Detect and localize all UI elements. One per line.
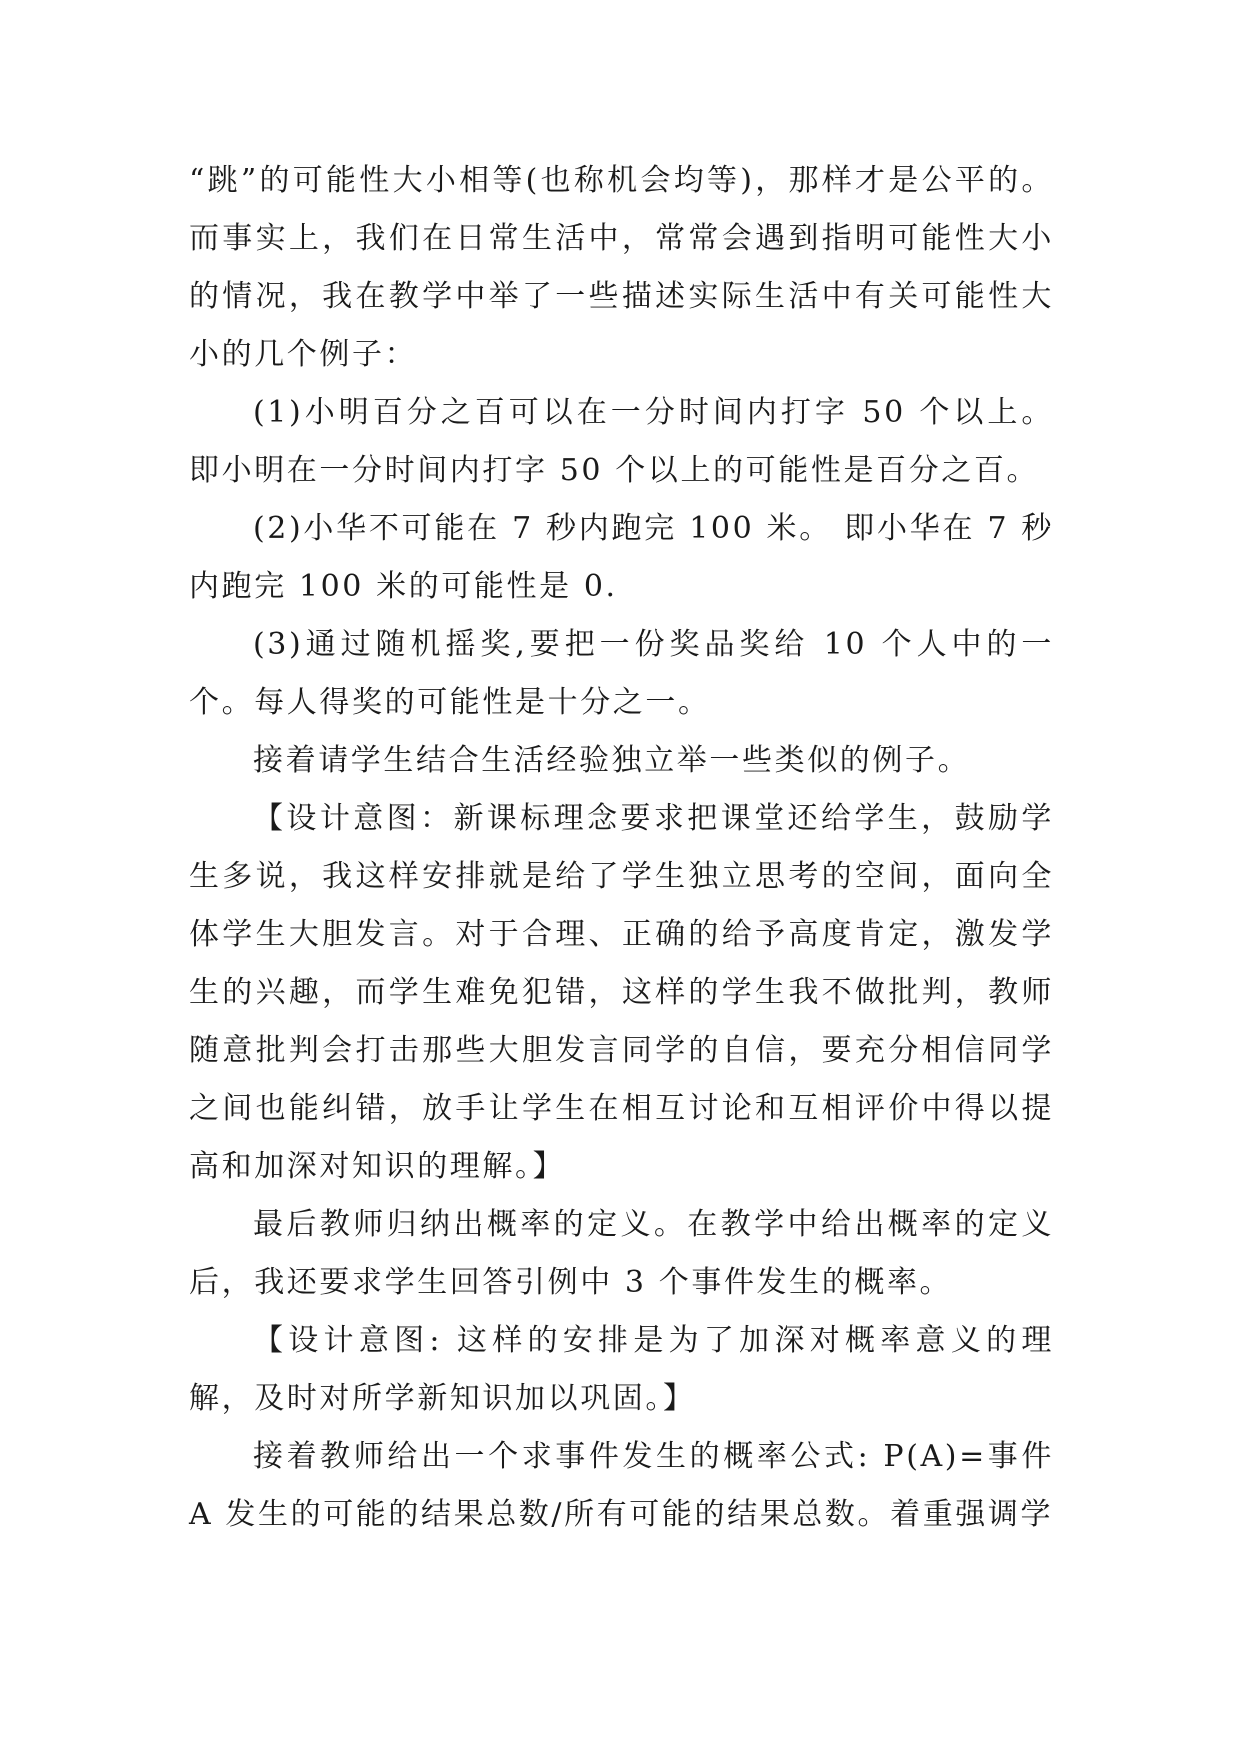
paragraph-probability-definition: 最后教师归纳出概率的定义。在教学中给出概率的定义后，我还要求学生回答引例中 3 个事件发生的概率。 [189,1207,1054,1300]
paragraph-example-1: (1)小明百分之百可以在一分时间内打字 50 个以上。即小明在一分时间内打字 50 个以上的可能性是百分之百。 [189,395,1054,488]
paragraph-design-intent-2: 【设计意图: 这样的安排是为了加深对概率意义的理解，及时对所学新知识加以巩固。】 [189,1323,1054,1416]
document-page [189,152,1054,1544]
paragraph-fairness-intro: “跳”的可能性大小相等(也称机会均等)，那样才是公平的。而事实上，我们在日常生活中，常常会遇到指明可能性大小的情况，我在教学中举了一些描述实际生活中有关可能性大小的几个例子： [189,163,1054,372]
paragraph-example-2: (2)小华不可能在 7 秒内跑完 100 米。 即小华在 7 秒内跑完 100 米的可能性是 0. [189,511,1054,604]
paragraph-probability-formula: 接着教师给出一个求事件发生的概率公式: P(A)=事件 A 发生的可能的结果总数/所有可能的结果总数。着重强调学 [189,1439,1054,1532]
paragraph-example-3: (3)通过随机摇奖,要把一份奖品奖给 10 个人中的一个。每人得奖的可能性是十分之一。 [189,627,1054,720]
paragraph-student-examples: 接着请学生结合生活经验独立举一些类似的例子。 [253,743,971,778]
paragraph-design-intent-1: 【设计意图：新课标理念要求把课堂还给学生，鼓励学生多说，我这样安排就是给了学生独立思考的空间，面向全体学生大胆发言。对于合理、正确的给予高度肯定，激发学生的兴趣，而学生难免犯错，这样的学生我不做批判，教师随意批判会打击那些大胆发言同学的自信，要充分相信同学之间也能纠错，放手让学生在相互讨论和互相评价中得以提高和加深对知识的理解。】 [189,801,1054,1184]
